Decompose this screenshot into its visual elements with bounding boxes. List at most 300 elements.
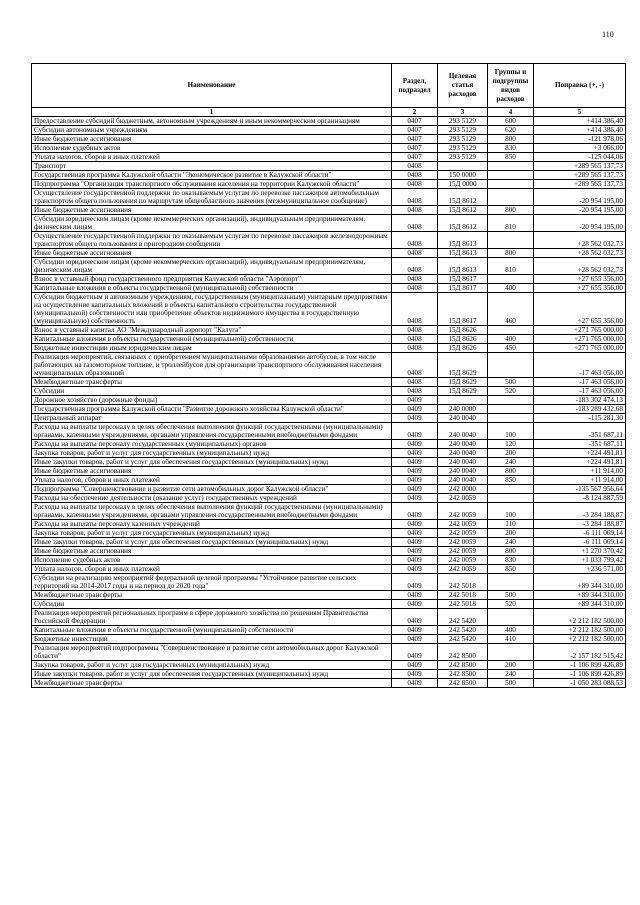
row-amendment-amount-cell: +289 565 137,73 [534, 171, 626, 180]
row-section-cell: 0409 [392, 591, 438, 600]
table-row [32, 547, 626, 556]
row-name-cell: Уплата налогов, сборов и иных платежей [32, 153, 392, 162]
row-name-cell: Межбюджетные трансферты [32, 591, 392, 600]
row-target-article-cell: 293 5129 [438, 126, 488, 135]
row-amendment-amount-cell: +28 562 032,73 [534, 258, 626, 275]
row-expense-group-cell: 850 [488, 153, 534, 162]
row-target-article-cell: 240 0040 [438, 449, 488, 458]
header-target-article: Целевая статья расходов [438, 64, 488, 108]
row-target-article-cell: 242 8500 [438, 670, 488, 679]
row-name-cell: Закупка товаров, работ и услуг для государственных (муниципальных) нужд [32, 449, 392, 458]
row-target-article-cell: 242 0000 [438, 485, 488, 494]
header-amendment: Поправка (+, -) [534, 64, 626, 108]
row-section-cell: 0409 [392, 574, 438, 591]
row-expense-group-cell: 500 [488, 679, 534, 688]
row-amendment-amount-cell: +414 386,40 [534, 117, 626, 126]
row-section-cell: 0408 [392, 275, 438, 284]
row-name-cell: Бюджетные инвестиции [32, 635, 392, 644]
table-row [32, 215, 626, 232]
row-section-cell: 0409 [392, 565, 438, 574]
row-expense-group-cell: 240 [488, 458, 534, 467]
row-amendment-amount-cell: +224 491,81 [534, 458, 626, 467]
row-target-article-cell: 242 8500 [438, 679, 488, 688]
row-expense-group-cell: 410 [488, 635, 534, 644]
row-section-cell: 0409 [392, 405, 438, 414]
table-row [32, 529, 626, 538]
row-expense-group-cell [488, 189, 534, 206]
row-expense-group-cell [488, 414, 534, 423]
row-name-cell: Закупка товаров, работ и услуг для государственных (муниципальных) нужд [32, 529, 392, 538]
row-target-article-cell: 240 0040 [438, 423, 488, 440]
row-target-article-cell: 293 5129 [438, 144, 488, 153]
row-name-cell: Уплата налогов, сборов и иных платежей [32, 476, 392, 485]
row-target-article-cell: 240 0000 [438, 405, 488, 414]
budget-amendments-table [31, 63, 626, 688]
row-section-cell: 0407 [392, 135, 438, 144]
row-target-article-cell: 15Д 8626 [438, 335, 488, 344]
row-name-cell: Иные бюджетные ассигнования [32, 249, 392, 258]
row-section-cell: 0409 [392, 449, 438, 458]
row-target-article-cell: 242 5018 [438, 591, 488, 600]
row-expense-group-cell: 800 [488, 467, 534, 476]
row-expense-group-cell: 500 [488, 591, 534, 600]
table-row [32, 144, 626, 153]
row-section-cell: 0408 [392, 335, 438, 344]
header-expense-groups: Группы и подгруппы видов расходов [488, 64, 534, 108]
row-section-cell: 0408 [392, 215, 438, 232]
row-amendment-amount-cell: -17 463 056,00 [534, 353, 626, 378]
row-amendment-amount-cell: -17 463 056,00 [534, 387, 626, 396]
row-amendment-amount-cell: +2 212 182 500,00 [534, 635, 626, 644]
row-expense-group-cell: 850 [488, 565, 534, 574]
row-target-article-cell: 15Д 8626 [438, 326, 488, 335]
row-section-cell: 0409 [392, 467, 438, 476]
row-name-cell: Субсидии юридическим лицам (кроме некоммерческих организаций), индивидуальным предпринимателям, физическим лицам [32, 215, 392, 232]
row-amendment-amount-cell: +89 344 310,00 [534, 591, 626, 600]
row-amendment-amount-cell: +1 033 799,42 [534, 556, 626, 565]
row-expense-group-cell: 600 [488, 117, 534, 126]
row-target-article-cell: 15Д 8626 [438, 344, 488, 353]
row-expense-group-cell: 830 [488, 144, 534, 153]
row-amendment-amount-cell: -17 463 056,00 [534, 378, 626, 387]
row-target-article-cell: 15Д 8617 [438, 275, 488, 284]
row-section-cell: 0408 [392, 162, 438, 171]
row-amendment-amount-cell: -121 978,06 [534, 135, 626, 144]
row-section-cell: 0409 [392, 609, 438, 626]
row-expense-group-cell: 400 [488, 284, 534, 293]
row-amendment-amount-cell: +289 565 137,73 [534, 162, 626, 171]
row-name-cell: Закупка товаров, работ и услуг для государственных (муниципальных) нужд [32, 661, 392, 670]
table-row [32, 503, 626, 520]
column-number-row [32, 108, 626, 117]
row-amendment-amount-cell: +271 765 000,00 [534, 335, 626, 344]
row-name-cell: Транспорт [32, 162, 392, 171]
row-amendment-amount-cell: -183 289 432,68 [534, 405, 626, 414]
row-amendment-amount-cell: +3 066,00 [534, 144, 626, 153]
table-row [32, 126, 626, 135]
row-section-cell: 0408 [392, 258, 438, 275]
row-section-cell: 0408 [392, 353, 438, 378]
row-expense-group-cell [488, 353, 534, 378]
row-section-cell: 0409 [392, 661, 438, 670]
row-target-article-cell: 15Д 8617 [438, 293, 488, 326]
row-name-cell: Расходы на выплаты персоналу государственных (муниципальных) органов [32, 440, 392, 449]
row-section-cell: 0407 [392, 126, 438, 135]
row-name-cell: Исполнение судебных актов [32, 556, 392, 565]
row-amendment-amount-cell: +28 562 032,73 [534, 232, 626, 249]
row-amendment-amount-cell: +27 655 356,00 [534, 293, 626, 326]
row-name-cell: Государственная программа Калужской области "Экономическое развитие в Калужской области" [32, 171, 392, 180]
table-row [32, 574, 626, 591]
row-target-article-cell: 15Д 8612 [438, 206, 488, 215]
row-target-article-cell: 15Д 8613 [438, 258, 488, 275]
table-row [32, 679, 626, 688]
row-amendment-amount-cell: +224 491,81 [534, 449, 626, 458]
row-name-cell: Субсидии [32, 600, 392, 609]
row-name-cell: Осуществление государственной поддержки по оказываемым услугам по перевозке пассажиров железнодорожным транспортом общего пользования в пригородном сообщении [32, 232, 392, 249]
row-target-article-cell: 15Д 8612 [438, 215, 488, 232]
row-amendment-amount-cell: -1 106 899 426,89 [534, 670, 626, 679]
table-row [32, 335, 626, 344]
row-target-article-cell: 242 0059 [438, 529, 488, 538]
row-section-cell: 0407 [392, 117, 438, 126]
table-row [32, 449, 626, 458]
row-target-article-cell: 293 5129 [438, 135, 488, 144]
table-body [32, 117, 626, 688]
table-row [32, 326, 626, 335]
row-section-cell: 0409 [392, 503, 438, 520]
row-section-cell: 0409 [392, 440, 438, 449]
row-name-cell: Расходы на выплаты персоналу в целях обеспечения выполнения функций государственными (муниципальными) органами, казенными учреждениями, органами управления государственными внебюджетными фондами [32, 423, 392, 440]
table-row [32, 494, 626, 503]
table-row [32, 661, 626, 670]
row-expense-group-cell [488, 232, 534, 249]
row-target-article-cell: 242 8500 [438, 644, 488, 661]
table-row [32, 520, 626, 529]
table-row [32, 249, 626, 258]
row-section-cell: 0409 [392, 538, 438, 547]
table-row [32, 378, 626, 387]
row-amendment-amount-cell: +1 270 370,42 [534, 547, 626, 556]
row-expense-group-cell [488, 162, 534, 171]
row-expense-group-cell: 850 [488, 476, 534, 485]
table-row [32, 485, 626, 494]
table-row [32, 467, 626, 476]
row-name-cell: Уплата налогов, сборов и иных платежей [32, 565, 392, 574]
table-header-row [32, 64, 626, 108]
row-section-cell: 0407 [392, 153, 438, 162]
table-row [32, 591, 626, 600]
row-section-cell: 0407 [392, 144, 438, 153]
row-name-cell: Субсидии автономным учреждениям [32, 126, 392, 135]
header-name: Наименование [32, 64, 392, 108]
table-row [32, 353, 626, 378]
row-section-cell: 0408 [392, 189, 438, 206]
row-expense-group-cell [488, 326, 534, 335]
row-amendment-amount-cell: -135 567 956,64 [534, 485, 626, 494]
row-expense-group-cell [488, 396, 534, 405]
row-amendment-amount-cell: +27 655 356,00 [534, 275, 626, 284]
row-target-article-cell: 15Д 8612 [438, 189, 488, 206]
row-expense-group-cell: 450 [488, 344, 534, 353]
row-target-article-cell: 242 5420 [438, 609, 488, 626]
row-name-cell: Межбюджетные трансферты [32, 679, 392, 688]
row-section-cell: 0408 [392, 326, 438, 335]
row-name-cell: Государственная программа Калужской области "Развитие дорожного хозяйства Калужской области" [32, 405, 392, 414]
row-section-cell: 0409 [392, 529, 438, 538]
row-name-cell: Реализация мероприятий подпрограммы "Совершенствование и развитие сети автомобильных дорог Калужской области" [32, 644, 392, 661]
row-target-article-cell: 242 0059 [438, 556, 488, 565]
row-section-cell: 0409 [392, 396, 438, 405]
table-row [32, 600, 626, 609]
row-name-cell: Субсидии бюджетным и автономным учреждениям, государственным (муниципальным) унитарным предприятиям на осуществление капитальных вложений в объекты капитального строительства государственной (муниципальной) собственности или приобретение объектов недвижимого имущества в государственную (муниципальную) собственность [32, 293, 392, 326]
row-amendment-amount-cell: +271 765 000,00 [534, 344, 626, 353]
row-target-article-cell: 293 5129 [438, 153, 488, 162]
row-name-cell: Иные закупки товаров, работ и услуг для обеспечения государственных (муниципальных) нужд [32, 458, 392, 467]
row-name-cell: Иные бюджетные ассигнования [32, 547, 392, 556]
row-target-article-cell: 240 0040 [438, 467, 488, 476]
row-amendment-amount-cell: -125 044,06 [534, 153, 626, 162]
row-expense-group-cell: 500 [488, 378, 534, 387]
row-amendment-amount-cell: -20 954 195,00 [534, 215, 626, 232]
row-section-cell: 0408 [392, 180, 438, 189]
row-amendment-amount-cell: -20 954 195,00 [534, 206, 626, 215]
row-expense-group-cell: 800 [488, 135, 534, 144]
row-expense-group-cell [488, 180, 534, 189]
row-target-article-cell: 240 0040 [438, 414, 488, 423]
row-section-cell: 0409 [392, 414, 438, 423]
table-row [32, 135, 626, 144]
row-expense-group-cell: 240 [488, 538, 534, 547]
table-row [32, 284, 626, 293]
row-amendment-amount-cell: +11 914,00 [534, 467, 626, 476]
row-expense-group-cell: 810 [488, 215, 534, 232]
row-target-article-cell: 15Д 8613 [438, 232, 488, 249]
row-target-article-cell [438, 162, 488, 171]
table-row [32, 117, 626, 126]
table-row [32, 153, 626, 162]
row-expense-group-cell: 810 [488, 258, 534, 275]
row-name-cell: Иные бюджетные ассигнования [32, 135, 392, 144]
table-row [32, 258, 626, 275]
row-expense-group-cell: 240 [488, 670, 534, 679]
table-row [32, 206, 626, 215]
column-number: 4 [488, 108, 534, 117]
row-amendment-amount-cell: +27 655 356,00 [534, 284, 626, 293]
table-row [32, 635, 626, 644]
row-name-cell: Реализация мероприятий региональных программ в сфере дорожного хозяйства по решениям Правительства Российской Федерации [32, 609, 392, 626]
row-name-cell: Осуществление государственной поддержки по оказываемым услугам по перевозке пассажиров автомобильным транспортом общего пользования по маршрутам общеобластного значения (межмуниципальное сообщение) [32, 189, 392, 206]
row-expense-group-cell: 520 [488, 387, 534, 396]
row-name-cell: Субсидии [32, 387, 392, 396]
table-row [32, 387, 626, 396]
column-number: 2 [392, 108, 438, 117]
row-name-cell: Дорожное хозяйство (дорожные фонды) [32, 396, 392, 405]
row-amendment-amount-cell: -351 687,11 [534, 423, 626, 440]
row-section-cell: 0409 [392, 494, 438, 503]
row-name-cell: Взнос в уставный капитал АО "Международный аэропорт "Калуга" [32, 326, 392, 335]
row-name-cell: Подпрограмма "Организация транспортного обслуживания населения на территории Калужской области" [32, 180, 392, 189]
row-target-article-cell: 242 0059 [438, 565, 488, 574]
row-name-cell: Капитальные вложения в объекты государственной (муниципальной) собственности [32, 284, 392, 293]
row-amendment-amount-cell: -2 157 182 515,42 [534, 644, 626, 661]
row-expense-group-cell: 800 [488, 249, 534, 258]
row-target-article-cell: 242 8500 [438, 661, 488, 670]
page-number: 110 [602, 30, 614, 39]
row-section-cell: 0408 [392, 249, 438, 258]
row-target-article-cell: 15Д 8613 [438, 249, 488, 258]
row-expense-group-cell [488, 494, 534, 503]
row-section-cell: 0408 [392, 171, 438, 180]
row-name-cell: Расходы на выплаты персоналу казенных учреждений [32, 520, 392, 529]
row-amendment-amount-cell: +89 344 310,00 [534, 600, 626, 609]
row-name-cell: Капитальные вложения в объекты государственной (муниципальной) собственности [32, 626, 392, 635]
row-expense-group-cell: 460 [488, 293, 534, 326]
row-expense-group-cell: 200 [488, 529, 534, 538]
row-target-article-cell: 15Д 8617 [438, 284, 488, 293]
row-section-cell: 0408 [392, 293, 438, 326]
row-name-cell: Взнос в уставный фонд государственного предприятия Калужской области "Аэропорт" [32, 275, 392, 284]
row-name-cell: Центральный аппарат [32, 414, 392, 423]
row-amendment-amount-cell: +2 212 182 500,00 [534, 609, 626, 626]
row-name-cell: Иные закупки товаров, работ и услуг для обеспечения государственных (муниципальных) нужд [32, 670, 392, 679]
row-name-cell: Расходы на выплаты персоналу в целях обеспечения выполнения функций государственными (муниципальными) органами, казенными учреждениями, органами управления государственными внебюджетными фондами [32, 503, 392, 520]
row-name-cell: Исполнение судебных актов [32, 144, 392, 153]
row-expense-group-cell: 200 [488, 661, 534, 670]
row-section-cell: 0409 [392, 423, 438, 440]
row-target-article-cell [438, 396, 488, 405]
row-target-article-cell: 15Д 8629 [438, 353, 488, 378]
row-name-cell: Иные закупки товаров, работ и услуг для обеспечения государственных (муниципальных) нужд [32, 538, 392, 547]
row-amendment-amount-cell: -351 687,11 [534, 440, 626, 449]
table-row [32, 565, 626, 574]
row-amendment-amount-cell: +28 562 032,73 [534, 249, 626, 258]
row-name-cell: Бюджетные инвестиции иным юридическим лицам [32, 344, 392, 353]
row-name-cell: Реализация мероприятий, связанных с приобретением муниципальными образованиями автобусов, в том числе работающих на газомоторном топливе, и троллейбусов для организации транспортного обслуживания населения муниципальных образований [32, 353, 392, 378]
row-amendment-amount-cell: -183 302 474,13 [534, 396, 626, 405]
table-row [32, 538, 626, 547]
table-row [32, 644, 626, 661]
row-name-cell: Субсидии юридическим лицам (кроме некоммерческих организаций), индивидуальным предпринимателям, физическим лицам [32, 258, 392, 275]
table-row [32, 180, 626, 189]
table-row [32, 609, 626, 626]
table-row [32, 171, 626, 180]
row-section-cell: 0408 [392, 344, 438, 353]
row-target-article-cell: 240 0040 [438, 458, 488, 467]
row-name-cell: Субсидии на реализацию мероприятий федеральной целевой программы "Устойчивое развитие сельских территорий на 2014-2017 годы и на период до 2020 года" [32, 574, 392, 591]
table-row [32, 396, 626, 405]
row-amendment-amount-cell: -1 106 899 426,89 [534, 661, 626, 670]
row-section-cell: 0409 [392, 458, 438, 467]
table-row [32, 670, 626, 679]
row-target-article-cell: 240 0040 [438, 440, 488, 449]
row-amendment-amount-cell: +236 571,00 [534, 565, 626, 574]
row-section-cell: 0408 [392, 284, 438, 293]
row-expense-group-cell: 110 [488, 520, 534, 529]
row-amendment-amount-cell: +11 914,00 [534, 476, 626, 485]
row-target-article-cell: 15Д 8629 [438, 387, 488, 396]
row-name-cell: Расходы на обеспечение деятельности (оказание услуг) государственных учреждений [32, 494, 392, 503]
row-target-article-cell: 242 0059 [438, 547, 488, 556]
row-target-article-cell: 242 5018 [438, 574, 488, 591]
row-section-cell: 0409 [392, 679, 438, 688]
table-row [32, 423, 626, 440]
row-expense-group-cell [488, 275, 534, 284]
table-row [32, 189, 626, 206]
row-name-cell: Иные бюджетные ассигнования [32, 467, 392, 476]
row-name-cell: Межбюджетные трансферты [32, 378, 392, 387]
row-name-cell: Предоставление субсидий бюджетным, автономным учреждениям и иным некоммерческим организациям [32, 117, 392, 126]
table-row [32, 414, 626, 423]
row-amendment-amount-cell: -6 111 069,14 [534, 538, 626, 547]
row-name-cell: Подпрограмма "Совершенствование и развитие сети автомобильных дорог Калужской области" [32, 485, 392, 494]
row-amendment-amount-cell: +414 386,40 [534, 126, 626, 135]
row-target-article-cell: 242 0059 [438, 494, 488, 503]
row-amendment-amount-cell: -20 954 195,00 [534, 189, 626, 206]
row-section-cell: 0409 [392, 476, 438, 485]
row-section-cell: 0409 [392, 626, 438, 635]
row-amendment-amount-cell: -3 284 188,87 [534, 520, 626, 529]
row-amendment-amount-cell: -8 124 887,59 [534, 494, 626, 503]
row-section-cell: 0409 [392, 635, 438, 644]
row-expense-group-cell: 100 [488, 503, 534, 520]
table-row [32, 476, 626, 485]
row-expense-group-cell: 200 [488, 449, 534, 458]
row-expense-group-cell: 100 [488, 423, 534, 440]
row-amendment-amount-cell: +2 212 182 500,00 [534, 626, 626, 635]
row-name-cell: Капитальные вложения в объекты государственной (муниципальной) собственности [32, 335, 392, 344]
table-row [32, 405, 626, 414]
row-section-cell: 0409 [392, 485, 438, 494]
row-expense-group-cell: 520 [488, 600, 534, 609]
row-section-cell: 0409 [392, 644, 438, 661]
row-section-cell: 0408 [392, 387, 438, 396]
row-amendment-amount-cell: -6 111 069,14 [534, 529, 626, 538]
row-expense-group-cell [488, 405, 534, 414]
column-number: 5 [534, 108, 626, 117]
row-amendment-amount-cell: -1 050 283 088,53 [534, 679, 626, 688]
row-target-article-cell: 15Д 0000 [438, 180, 488, 189]
row-amendment-amount-cell: -115 281,30 [534, 414, 626, 423]
column-number: 1 [32, 108, 392, 117]
row-expense-group-cell: 830 [488, 556, 534, 565]
table-row [32, 162, 626, 171]
row-expense-group-cell: 400 [488, 335, 534, 344]
table-row [32, 626, 626, 635]
table-row [32, 293, 626, 326]
row-expense-group-cell: 120 [488, 440, 534, 449]
row-expense-group-cell [488, 574, 534, 591]
row-section-cell: 0409 [392, 520, 438, 529]
row-expense-group-cell [488, 485, 534, 494]
table-row [32, 344, 626, 353]
row-target-article-cell: 293 5129 [438, 117, 488, 126]
column-number: 3 [438, 108, 488, 117]
row-amendment-amount-cell: +89 344 310,00 [534, 574, 626, 591]
row-amendment-amount-cell: +289 565 137,73 [534, 180, 626, 189]
row-amendment-amount-cell: -3 284 188,87 [534, 503, 626, 520]
row-target-article-cell: 150 0000 [438, 171, 488, 180]
row-target-article-cell: 242 0059 [438, 520, 488, 529]
row-section-cell: 0409 [392, 556, 438, 565]
row-section-cell: 0408 [392, 232, 438, 249]
row-target-article-cell: 240 0040 [438, 476, 488, 485]
row-amendment-amount-cell: +271 765 000,00 [534, 326, 626, 335]
row-target-article-cell: 242 5420 [438, 635, 488, 644]
row-expense-group-cell: 800 [488, 547, 534, 556]
row-expense-group-cell: 400 [488, 626, 534, 635]
header-section: Раздел, подраздел [392, 64, 438, 108]
